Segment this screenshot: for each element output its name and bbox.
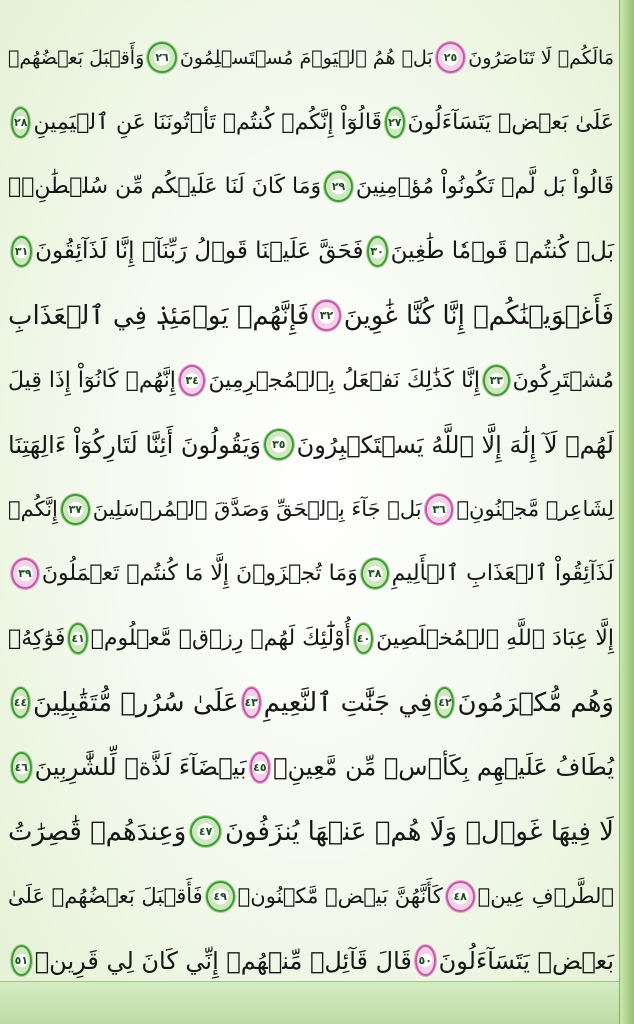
verse-text: بَلۡ جَآءَ بِٱلۡحَقِّ وَصَدَّقَ ٱلۡمُرۡسَلِينَ (92, 497, 422, 521)
verse-text: لَهُمۡ لَآ إِلَٰهَ إِلَّا ٱللَّهُ يَسۡتَكۡبِرُونَ (296, 430, 614, 459)
verse-line (8, 284, 614, 347)
verse-text: فَحَقَّ عَلَيۡنَا قَوۡلُ رَبِّنَآۖ إِنَّا لَذَآئِقُونَ (35, 238, 364, 264)
verse-text: إِلَّا عِبَادَ ٱللَّهِ ٱلۡمُخۡلَصِينَ (376, 625, 614, 651)
verse-text: يُطَافُ عَلَيۡهِم بِكَأۡسٖ مِّن مَّعِينِۭ (273, 753, 614, 781)
ayah-number-marker[interactable]: ٢٦ (147, 42, 177, 73)
ayah-number-marker[interactable]: ٣٩ (11, 558, 39, 589)
verse-text: فِي جَنَّٰتِ ٱلنَّعِيمِ (263, 687, 433, 718)
verse-line (8, 736, 614, 799)
verse-text: وَمَا تُجۡزَوۡنَ إِلَّا مَا كُنتُمۡ تَعۡمَلُونَ (41, 561, 358, 586)
ayah-number-marker[interactable]: ٢٨ (11, 107, 30, 138)
verse-text: فَأَغۡوَيۡنَٰكُمۡ إِنَّا كُنَّا غَٰوِينَ (343, 300, 614, 331)
ayah-number-marker[interactable]: ٣٠ (367, 236, 388, 267)
verse-text: وَأَقۡبَلَ بَعۡضُهُمۡ (8, 46, 145, 69)
ayah-number-marker[interactable]: ٣٧ (61, 494, 90, 525)
verse-line (8, 220, 614, 283)
verse-line (8, 865, 614, 928)
ayah-number-marker[interactable]: ٣٥ (264, 429, 294, 460)
ayah-number-marker[interactable]: ٥١ (11, 945, 32, 976)
ayah-number-marker[interactable]: ٤٦ (11, 752, 32, 783)
verse-text: بَلۡ كُنتُمۡ قَوۡمٗا طَٰغِينَ (390, 238, 614, 264)
ayah-number-marker[interactable]: ٣٦ (425, 494, 454, 525)
verse-line (8, 413, 614, 476)
ayah-number-marker[interactable]: ٣٢ (312, 300, 340, 331)
ayah-number-marker[interactable]: ٣١ (11, 236, 32, 267)
verse-text: بَلۡ هُمُ ٱلۡيَوۡمَ مُسۡتَسۡلِمُونَ (179, 46, 433, 69)
ayah-number-marker[interactable]: ٤٨ (446, 881, 475, 912)
verse-text: فَإِنَّهُمۡ يَوۡمَئِذٖ فِي ٱلۡعَذَابِ (8, 300, 310, 331)
ayah-number-marker[interactable]: ٣٤ (179, 365, 206, 396)
verse-text: إِنَّكُمۡ (8, 497, 58, 521)
ayah-number-marker[interactable]: ٢٧ (385, 107, 404, 138)
verse-text: إِنَّا كَذَٰلِكَ نَفۡعَلُ بِٱلۡمُجۡرِمِينَ (208, 367, 481, 393)
verse-text: عَلَىٰ بَعۡضٖ يَتَسَآءَلُونَ (407, 109, 614, 135)
verse-text: فَوَٰكِهُۖ (8, 625, 66, 651)
ayah-number-marker[interactable]: ٤٠ (354, 623, 373, 654)
ayah-number-marker[interactable]: ٤٢ (435, 687, 454, 718)
verse-text: عَلَىٰ سُرُرٖ مُّتَقَٰبِلِينَ (33, 687, 239, 718)
verse-text: كَأَنَّهُنَّ بَيۡضٞ مَّكۡنُونٞ (237, 884, 443, 908)
ayah-number-marker[interactable]: ٣٣ (483, 365, 510, 396)
verse-text: وَمَا كَانَ لَنَا عَلَيۡكُم مِّن سُلۡطَٰنِۭۖ (8, 174, 322, 199)
ayah-number-marker[interactable]: ٣٨ (361, 558, 389, 589)
ayah-number-marker[interactable]: ٤٤ (11, 687, 30, 718)
verse-lines (8, 0, 614, 984)
verse-text: لَا فِيهَا غَوۡلٞ وَلَا هُمۡ عَنۡهَا يُنزَفُونَ (225, 816, 614, 847)
verse-text: ٱلطَّرۡفِ عِينٞ (477, 884, 614, 908)
verse-text: أُوْلَٰٓئِكَ لَهُمۡ رِزۡقٞ مَّعۡلُومٞ (90, 625, 351, 651)
verse-text: قَالُوٓاْ إِنَّكُمۡ كُنتُمۡ تَأۡتُونَنَا عَنِ ٱلۡيَمِينِ (33, 109, 383, 135)
ayah-number-marker[interactable]: ٥٠ (415, 945, 436, 976)
ayah-number-marker[interactable]: ٢٩ (324, 171, 353, 202)
verse-text: مُشۡتَرِكُونَ (512, 367, 614, 393)
verse-text: وَعِندَهُمۡ قَٰصِرَٰتُ (8, 816, 187, 847)
page-footer-bar (0, 981, 620, 1024)
verse-text: لَذَآئِقُواْ ٱلۡعَذَابِ ٱلۡأَلِيمِ (391, 561, 614, 586)
verse-text: لِشَاعِرٖ مَّجۡنُونِۭ (456, 497, 614, 521)
ayah-number-marker[interactable]: ٤٧ (190, 816, 221, 847)
verse-text: بَيۡضَآءَ لَذَّةٖ لِّلشَّٰرِبِينَ (34, 753, 247, 781)
verse-text: فَأَقۡبَلَ بَعۡضُهُمۡ عَلَىٰ (8, 884, 203, 908)
verse-line (8, 478, 614, 541)
verse-line (8, 607, 614, 670)
verse-text: مَالَكُمۡ لَا تَنَاصَرُونَ (468, 46, 614, 69)
verse-text: وَهُم مُّكۡرَمُونَ (457, 687, 614, 718)
verse-line (8, 26, 614, 89)
verse-text: قَالَ قَآئِلٞ مِّنۡهُمۡ إِنِّي كَانَ لِي قَرِينٞ (34, 946, 412, 975)
ayah-number-marker[interactable]: ٤٥ (250, 752, 271, 783)
ayah-number-marker[interactable]: ٤٣ (242, 687, 261, 718)
ayah-number-marker[interactable]: ٤٩ (206, 881, 235, 912)
verse-line (8, 155, 614, 218)
verse-text: قَالُواْ بَل لَّمۡ تَكُونُواْ مُؤۡمِنِينَ (355, 174, 614, 199)
verse-line (8, 91, 614, 154)
verse-line (8, 800, 614, 863)
verse-line (8, 349, 614, 412)
ayah-number-marker[interactable]: ٤١ (68, 623, 87, 654)
verse-text: وَيَقُولُونَ أَئِنَّا لَتَارِكُوٓاْ ءَالِهَتِنَا (8, 430, 262, 459)
verse-line (8, 671, 614, 734)
verse-line (8, 542, 614, 605)
verse-text: إِنَّهُمۡ كَانُوٓاْ إِذَا قِيلَ (8, 367, 176, 393)
verse-text: بَعۡضٖ يَتَسَآءَلُونَ (438, 946, 614, 975)
ayah-number-marker[interactable]: ٢٥ (436, 42, 466, 73)
